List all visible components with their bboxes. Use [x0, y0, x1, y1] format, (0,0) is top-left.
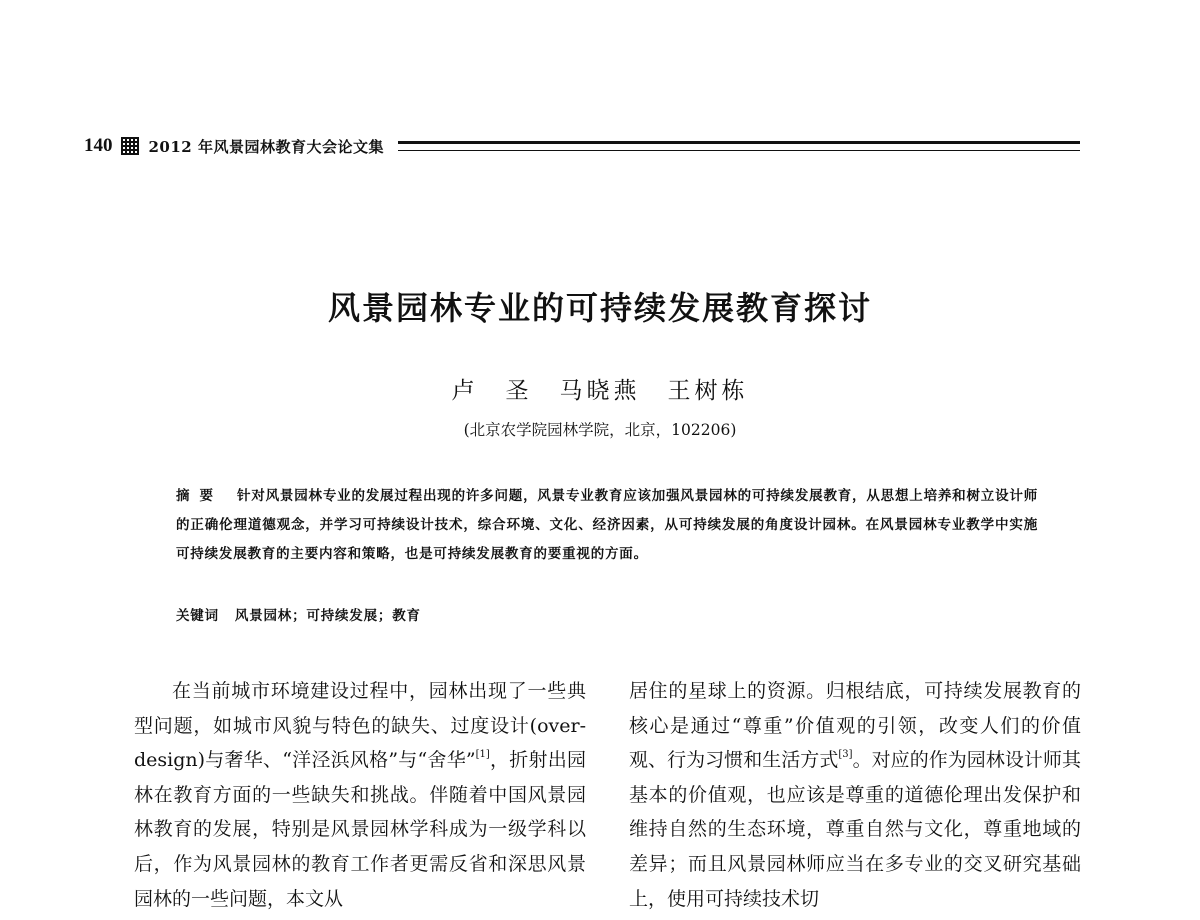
body-right-text-1: 居住的星球上的资源。归根结底，可持续发展教育的核心是通过“尊重”价值观的引领，改变人们的价值观、行为习惯和生活方式 — [629, 680, 1081, 772]
body-column-right — [629, 674, 1081, 916]
abstract-text: 针对风景园林专业的发展过程出现的许多问题，风景专业教育应该加强风景园林的可持续发展教育，从思想上培养和树立设计师的正确伦理道德观念，并学习可持续设计技术，综合环境、文化、经济因素，从可持续发展的角度设计园林。在风景园林专业教学中实施可持续发展教育的主要内容和策略，也是可持续发展教育的要重视的方面。 — [176, 488, 1038, 562]
author-affiliation: (北京农学院园林学院，北京，102206) — [463, 421, 737, 439]
keywords — [176, 602, 1038, 631]
citation-3: [3] — [838, 749, 853, 761]
page-number: 140 — [84, 135, 113, 156]
abstract-label: 摘要 — [176, 488, 224, 504]
header-rule — [398, 141, 1080, 151]
body-left-text-2: ，折射出园林在教育方面的一些缺失和挑战。伴随着中国风景园林教育的发展，特别是风景园林学科成为一级学科以后，作为风景园林的教育工作者更需反省和深思风景园林的一些问题，本文从 — [134, 749, 586, 910]
paper-authors: 卢 圣 马晓燕 王树栋 — [451, 378, 749, 404]
keywords-label: 关键词 — [176, 608, 219, 624]
running-header — [84, 132, 1080, 160]
paper-title: 风景园林专业的可持续发展教育探讨 — [327, 289, 872, 327]
abstract — [176, 482, 1038, 569]
body-right-text-2: 。对应的作为园林设计师其基本的价值观，也应该是尊重的道德伦理出发保护和维持自然的生态环境，尊重自然与文化，尊重地域的差异；而且风景园林师应当在多专业的交叉研究基础上，使用可持续技术切 — [629, 749, 1081, 910]
journal-name: 2012 年风景园林教育大会论文集 — [148, 137, 384, 156]
page-ornament-icon — [121, 137, 139, 155]
body-column-left — [134, 674, 586, 916]
body-left-text-1: 在当前城市环境建设过程中，园林出现了一些典型问题，如城市风貌与特色的缺失、过度设计(over-design)与奢华、“洋泾浜风格”与“舍华” — [134, 680, 586, 772]
keywords-text: 风景园林；可持续发展；教育 — [234, 608, 421, 624]
citation-1: [1] — [475, 749, 490, 761]
